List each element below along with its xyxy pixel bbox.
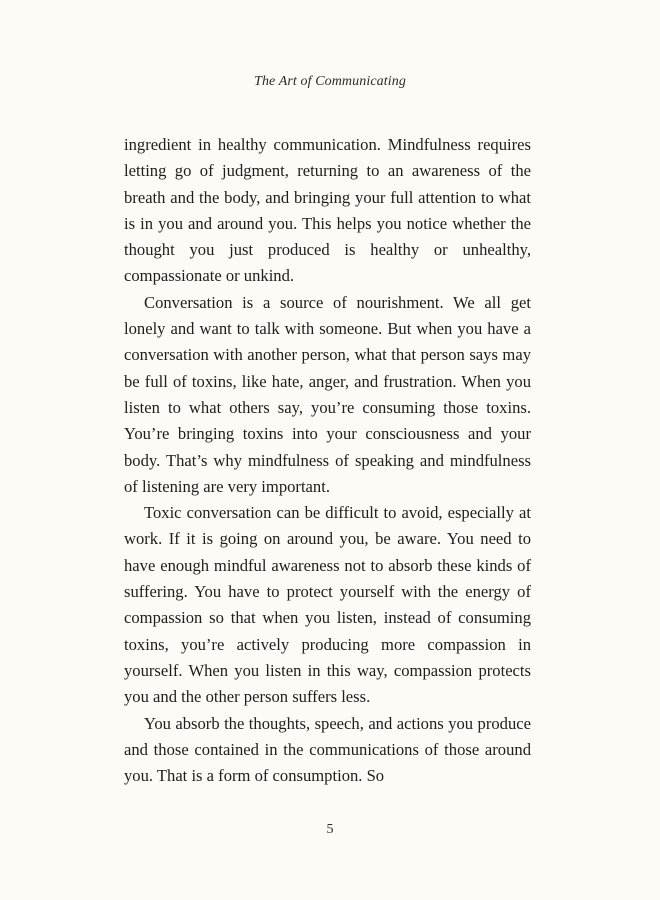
body-text (124, 132, 531, 789)
paragraph: Conversation is a source of nourishment. We all get lonely and want to talk with someone. But when you have a conversation with another person, what that person says may be full of toxins, like hate, anger, and frustration. When you listen to what others say, you’re consuming those toxins. You’re bringing toxins into your consciousness and your body. That’s why mindfulness of speaking and mindfulness of listening are very important. (124, 292, 531, 496)
paragraph: Toxic conversation can be difficult to avoid, especially at work. If it is going on around you, be aware. You need to have enough mindful awareness not to absorb these kinds of suffering. You have to protect yourself with the energy of compassion so that when you listen, instead of consuming toxins, you’re actively producing more compassion in yourself. When you listen in this way, compassion protects you and the other person suffers less. (124, 503, 531, 707)
running-head: The Art of Communicating (254, 74, 406, 89)
page-number: 5 (326, 822, 334, 837)
paragraph: You absorb the thoughts, speech, and actions you produce and those contained in the communications of those around you. That is a form of consumption. So (124, 713, 531, 786)
paragraph: ingredient in healthy communication. Mindfulness requires letting go of judgment, returning to an awareness of the breath and the body, and bringing your full attention to what is in you and around you. This helps you notice whether the thought you just produced is healthy or unhealthy, compassionate or unkind. (124, 135, 531, 286)
